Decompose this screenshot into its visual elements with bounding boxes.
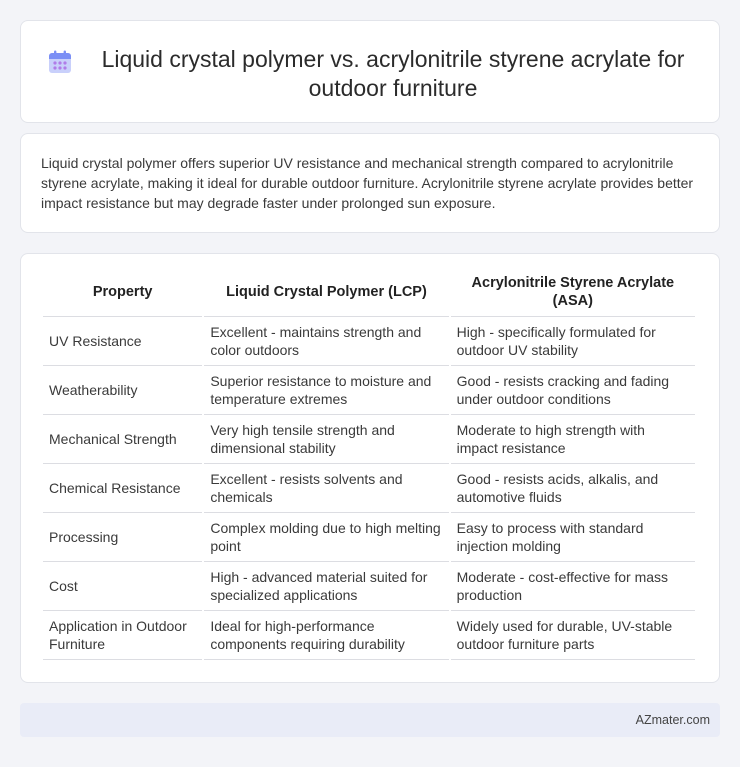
cell-lcp: Excellent - resists solvents and chemicals <box>204 464 448 513</box>
cell-asa: Moderate to high strength with impact resistance <box>451 415 695 464</box>
footer-bar <box>20 703 720 737</box>
cell-asa: Easy to process with standard injection molding <box>451 513 695 562</box>
table-row <box>43 366 695 415</box>
header-property: Property <box>43 270 202 317</box>
table-row <box>43 464 695 513</box>
cell-lcp: Superior resistance to moisture and temperature extremes <box>204 366 448 415</box>
cell-property: Application in Outdoor Furniture <box>43 611 202 660</box>
cell-property: UV Resistance <box>43 317 202 366</box>
cell-lcp: Ideal for high-performance components requiring durability <box>204 611 448 660</box>
table-row <box>43 415 695 464</box>
table-header-row <box>43 270 695 317</box>
cell-asa: Widely used for durable, UV-stable outdoor furniture parts <box>451 611 695 660</box>
cell-asa: Good - resists acids, alkalis, and automotive fluids <box>451 464 695 513</box>
summary-text: Liquid crystal polymer offers superior UV resistance and mechanical strength compared to acrylonitrile styrene acrylate, making it ideal for durable outdoor furniture. Acrylonitrile styrene acrylate provides better impact resistance but may degrade faster under prolonged sun exposure. <box>41 155 694 211</box>
table-card <box>20 253 720 683</box>
page-title: Liquid crystal polymer vs. acrylonitrile styrene acrylate for outdoor furniture <box>101 46 685 101</box>
cell-asa: High - specifically formulated for outdoor UV stability <box>451 317 695 366</box>
summary-card <box>20 133 720 233</box>
comparison-table <box>41 270 697 660</box>
cell-asa: Good - resists cracking and fading under outdoor conditions <box>451 366 695 415</box>
cell-property: Weatherability <box>43 366 202 415</box>
cell-property: Mechanical Strength <box>43 415 202 464</box>
table-row <box>43 611 695 660</box>
cell-property: Chemical Resistance <box>43 464 202 513</box>
title-card <box>20 20 720 123</box>
table-row <box>43 562 695 611</box>
header-lcp: Liquid Crystal Polymer (LCP) <box>204 270 448 317</box>
calendar-icon <box>47 49 73 75</box>
cell-property: Cost <box>43 562 202 611</box>
footer-brand: AZmater.com <box>635 713 710 727</box>
cell-lcp: Very high tensile strength and dimensional stability <box>204 415 448 464</box>
table-row <box>43 317 695 366</box>
title-wrap <box>21 21 719 103</box>
cell-lcp: High - advanced material suited for specialized applications <box>204 562 448 611</box>
cell-lcp: Excellent - maintains strength and color outdoors <box>204 317 448 366</box>
header-asa: Acrylonitrile Styrene Acrylate (ASA) <box>451 270 695 317</box>
cell-asa: Moderate - cost-effective for mass production <box>451 562 695 611</box>
cell-property: Processing <box>43 513 202 562</box>
cell-lcp: Complex molding due to high melting point <box>204 513 448 562</box>
table-row <box>43 513 695 562</box>
